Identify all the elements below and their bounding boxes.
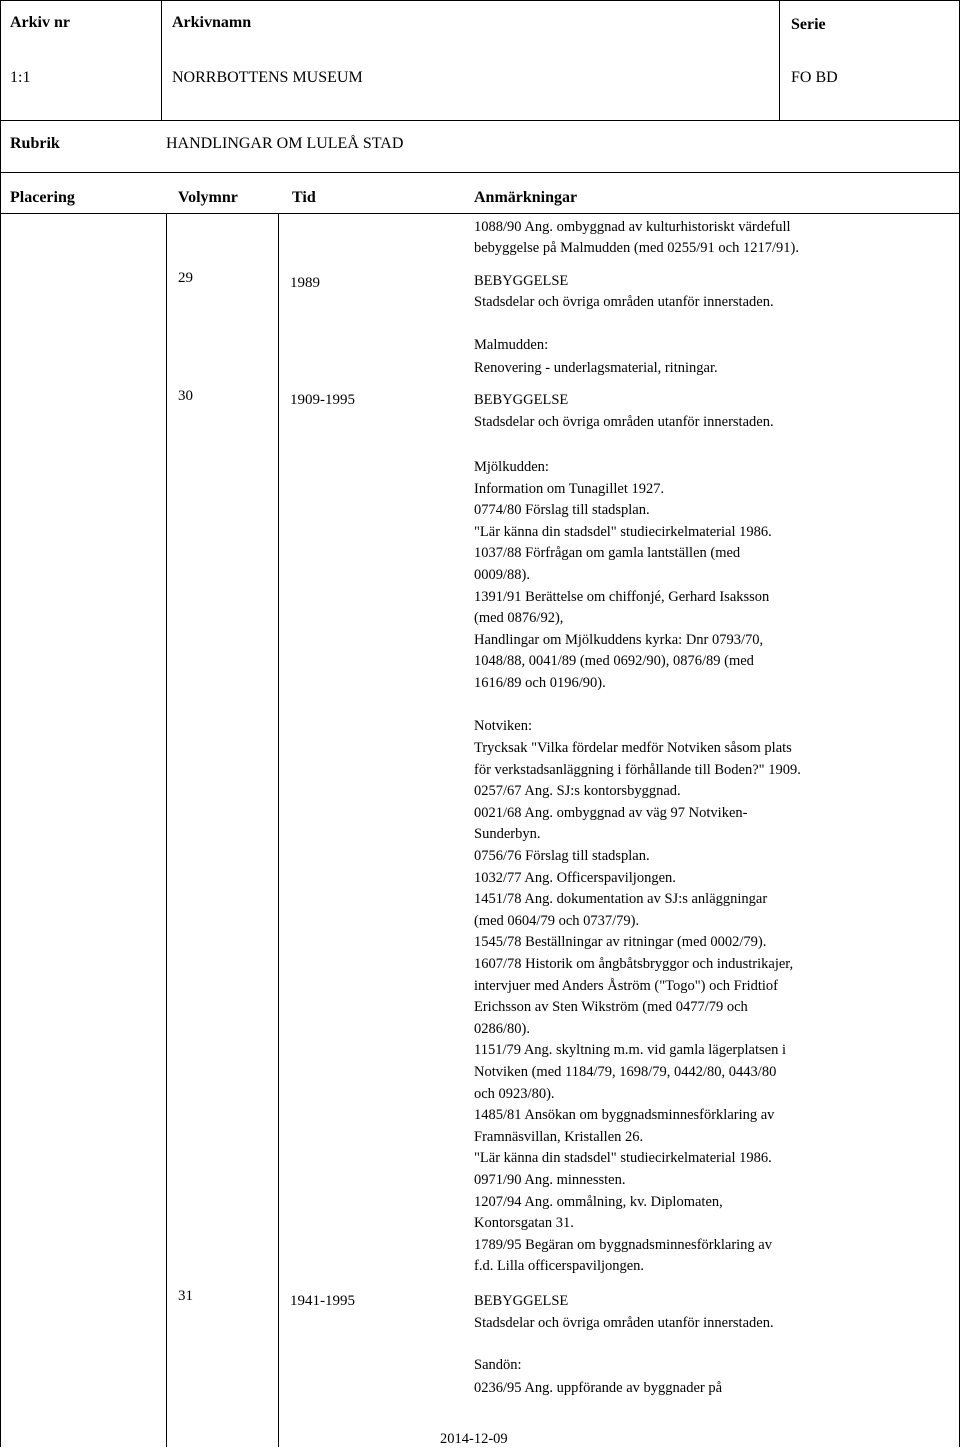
note-line: BEBYGGELSE bbox=[474, 1293, 569, 1309]
arkiv-nr-label: Arkiv nr bbox=[10, 14, 70, 31]
arkiv-nr-value: 1:1 bbox=[10, 69, 31, 86]
note-line: 0774/80 Förslag till stadsplan. bbox=[474, 502, 650, 518]
note-line: 0257/67 Ang. SJ:s kontorsbyggnad. bbox=[474, 783, 681, 799]
note-line: 1032/77 Ang. Officerspaviljongen. bbox=[474, 870, 676, 886]
note-line: "Lär känna din stadsdel" studiecirkelmaterial 1986. bbox=[474, 1150, 772, 1166]
note-line: bebyggelse på Malmudden (med 0255/91 och 1217/91). bbox=[474, 240, 799, 256]
col-divider-arkivnamn bbox=[161, 0, 162, 120]
note-line: 1451/78 Ang. dokumentation av SJ:s anläggningar bbox=[474, 891, 768, 907]
col-divider-serie bbox=[779, 0, 780, 120]
tid-label: Tid bbox=[292, 189, 316, 206]
row-31-volymnr: 31 bbox=[178, 1288, 193, 1304]
note-line: (med 0604/79 och 0737/79). bbox=[474, 913, 640, 929]
rule-after-colheaders bbox=[0, 213, 960, 214]
placering-label: Placering bbox=[10, 189, 75, 206]
note-line: BEBYGGELSE bbox=[474, 392, 569, 408]
note-line: (med 0876/92), bbox=[474, 610, 564, 626]
arkivnamn-value: NORRBOTTENS MUSEUM bbox=[172, 69, 363, 86]
note-line: 1037/88 Förfrågan om gamla lantställen (med bbox=[474, 545, 741, 561]
col-divider-tid bbox=[278, 213, 279, 1447]
row-30-volymnr: 30 bbox=[178, 388, 193, 404]
anmarkningar-label: Anmärkningar bbox=[474, 189, 578, 206]
col-divider-volymnr bbox=[166, 213, 167, 1447]
rubrik-value: HANDLINGAR OM LULEÅ STAD bbox=[166, 135, 404, 152]
note-line: 0756/76 Förslag till stadsplan. bbox=[474, 848, 650, 864]
note-line: 1088/90 Ang. ombyggnad av kulturhistoriskt värdefull bbox=[474, 219, 791, 235]
note-line: Mjölkudden: bbox=[474, 459, 549, 475]
note-line: 1391/91 Berättelse om chiffonjé, Gerhard Isaksson bbox=[474, 589, 770, 605]
note-line: Stadsdelar och övriga områden utanför innerstaden. bbox=[474, 1315, 774, 1331]
note-line: 1485/81 Ansökan om byggnadsminnesförklaring av bbox=[474, 1107, 775, 1123]
note-line: intervjuer med Anders Åström ("Togo") och Fridtiof bbox=[474, 978, 778, 994]
row-29-tid: 1989 bbox=[290, 275, 320, 291]
serie-value: FO BD bbox=[791, 69, 838, 86]
note-line: 0021/68 Ang. ombyggnad av väg 97 Notviken- bbox=[474, 805, 748, 821]
footer-date: 2014-12-09 bbox=[440, 1431, 508, 1447]
note-line: Framnäsvillan, Kristallen 26. bbox=[474, 1129, 644, 1145]
note-line: Malmudden: bbox=[474, 337, 549, 353]
note-line: Sunderbyn. bbox=[474, 826, 541, 842]
row-29-volymnr: 29 bbox=[178, 270, 193, 286]
note-line: "Lär känna din stadsdel" studiecirkelmaterial 1986. bbox=[474, 524, 772, 540]
note-line: Notviken (med 1184/79, 1698/79, 0442/80, 0443/80 bbox=[474, 1064, 777, 1080]
frame-top bbox=[0, 0, 960, 1]
note-line: 0009/88). bbox=[474, 567, 530, 583]
row-31-tid: 1941-1995 bbox=[290, 1293, 355, 1309]
note-line: Sandön: bbox=[474, 1357, 522, 1373]
note-line: 0236/95 Ang. uppförande av byggnader på bbox=[474, 1380, 723, 1396]
note-line: för verkstadsanläggning i förhållande till Boden?" 1909. bbox=[474, 762, 801, 778]
note-line: Trycksak "Vilka fördelar medför Notviken såsom plats bbox=[474, 740, 792, 756]
note-line: 1048/88, 0041/89 (med 0692/90), 0876/89 (med bbox=[474, 653, 754, 669]
rule-after-meta bbox=[0, 120, 960, 121]
note-line: BEBYGGELSE bbox=[474, 273, 569, 289]
arkivnamn-label: Arkivnamn bbox=[172, 14, 252, 31]
note-line: Stadsdelar och övriga områden utanför innerstaden. bbox=[474, 294, 774, 310]
note-line: Renovering - underlagsmaterial, ritningar. bbox=[474, 360, 718, 376]
note-line: 1207/94 Ang. ommålning, kv. Diplomaten, bbox=[474, 1194, 723, 1210]
note-line: 1789/95 Begäran om byggnadsminnesförklaring av bbox=[474, 1237, 772, 1253]
note-line: Kontorsgatan 31. bbox=[474, 1215, 574, 1231]
frame-left bbox=[0, 0, 1, 1447]
note-line: Information om Tunagillet 1927. bbox=[474, 481, 665, 497]
note-line: 1151/79 Ang. skyltning m.m. vid gamla lägerplatsen i bbox=[474, 1042, 786, 1058]
note-line: Notviken: bbox=[474, 718, 532, 734]
note-line: Handlingar om Mjölkuddens kyrka: Dnr 0793/70, bbox=[474, 632, 764, 648]
note-line: 1607/78 Historik om ångbåtsbryggor och industrikajer, bbox=[474, 956, 794, 972]
rubrik-label: Rubrik bbox=[10, 135, 60, 152]
volymnr-label: Volymnr bbox=[178, 189, 238, 206]
row-30-tid: 1909-1995 bbox=[290, 392, 355, 408]
note-line: f.d. Lilla officerspaviljongen. bbox=[474, 1258, 645, 1274]
serie-label: Serie bbox=[791, 16, 826, 33]
note-line: Erichsson av Sten Wikström (med 0477/79 och bbox=[474, 999, 748, 1015]
note-line: 1545/78 Beställningar av ritningar (med 0002/79). bbox=[474, 934, 767, 950]
note-line: och 0923/80). bbox=[474, 1086, 555, 1102]
rule-after-rubrik bbox=[0, 172, 960, 173]
note-line: 0286/80). bbox=[474, 1021, 530, 1037]
note-line: 1616/89 och 0196/90). bbox=[474, 675, 606, 691]
note-line: Stadsdelar och övriga områden utanför innerstaden. bbox=[474, 414, 774, 430]
note-line: 0971/90 Ang. minnessten. bbox=[474, 1172, 626, 1188]
